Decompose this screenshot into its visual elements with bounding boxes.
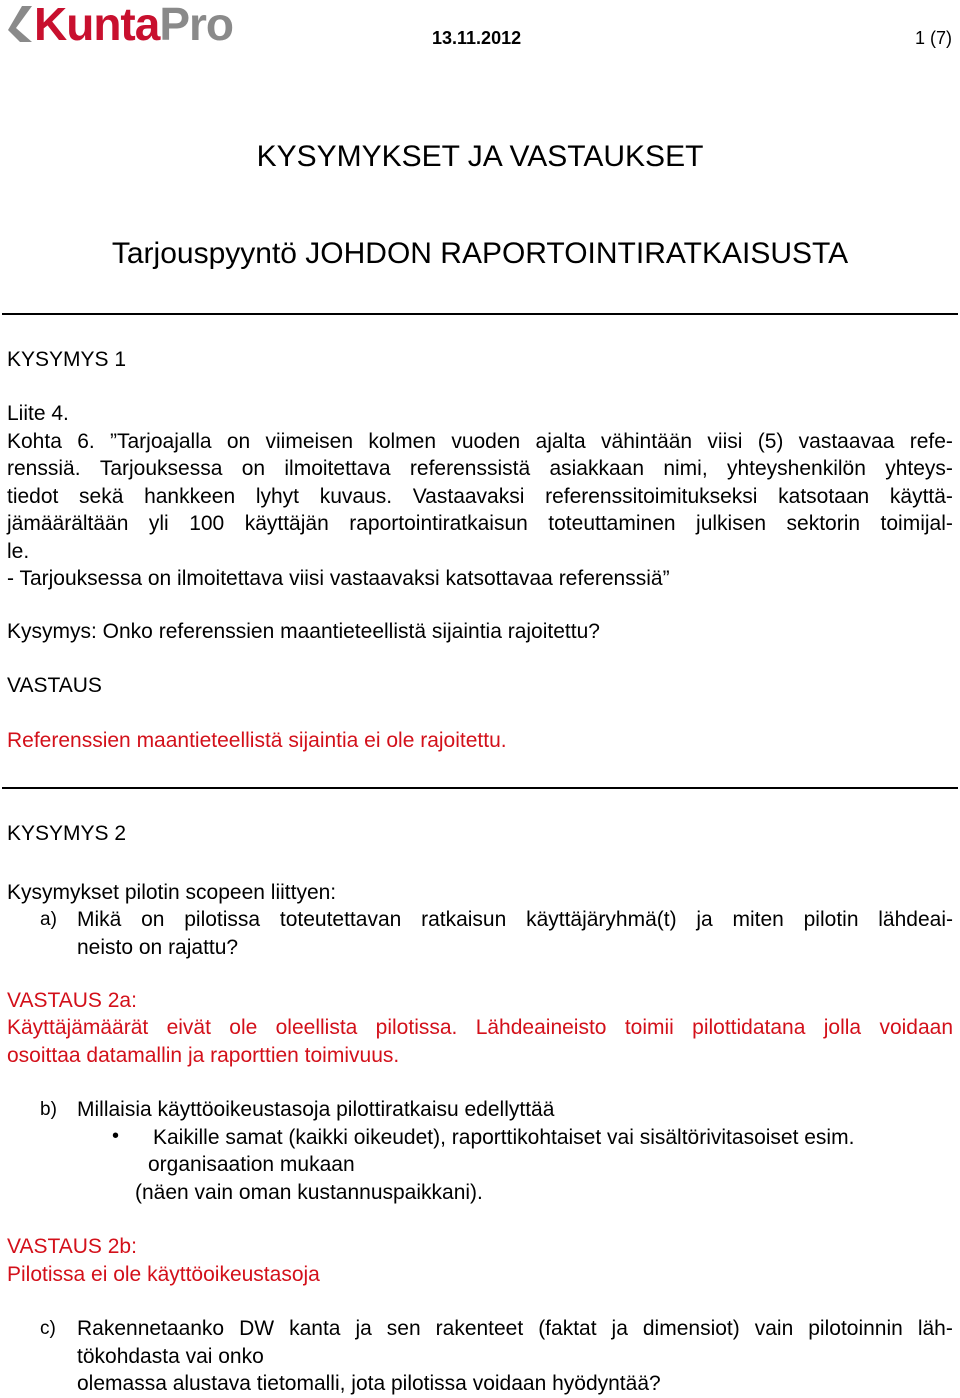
divider <box>2 313 958 315</box>
divider <box>2 787 958 789</box>
q1-line: le. <box>7 539 30 563</box>
q1-heading: KYSYMYS 1 <box>7 348 127 371</box>
q2b-text <box>77 1096 953 1124</box>
q2b-answer-heading: VASTAUS 2b: <box>7 1235 137 1258</box>
q1-question: Kysymys: Onko referenssien maantieteellistä sijaintia rajoitettu? <box>7 620 600 643</box>
kuntapro-logo <box>6 0 233 48</box>
document-title: KYSYMYKSET JA VASTAUKSET <box>256 140 704 173</box>
document-subtitle: Tarjouspyyntö JOHDON RAPORTOINTIRATKAISUSTA <box>111 237 849 270</box>
q1-body <box>7 400 953 593</box>
q2b-label: b) <box>40 1099 57 1120</box>
kuntapro-mark-icon <box>6 4 34 44</box>
q1-line: renssiä. Tarjouksessa on ilmoitettava referenssistä asiakkaan nimi, yhteyshenkilön yhteys- <box>7 457 953 480</box>
q2-heading: KYSYMYS 2 <box>7 822 127 845</box>
q2c-line: Rakennetaanko DW kanta ja sen rakenteet (faktat ja dimensiot) vain pilotoinnin läh- <box>77 1317 953 1340</box>
q1-line: - Tarjouksessa on ilmoitettava viisi vastaavaksi katsottavaa referenssiä” <box>7 567 670 590</box>
header-page-number: 1 (7) <box>914 28 952 48</box>
q2a-line: neisto on rajattu? <box>77 935 239 959</box>
q2a-text <box>77 906 953 961</box>
q2c-line: olemassa alustava tietomalli, jota pilotissa voidaan hyödyntää? <box>77 1372 661 1395</box>
q1-line: Kohta 6. ”Tarjoajalla on viimeisen kolmen vuoden ajalta vähintään viisi (5) vastaavaa refe- <box>7 429 953 453</box>
q2b-answer: Pilotissa ei ole käyttöoikeustasoja <box>7 1263 320 1286</box>
q1-answer-heading: VASTAUS <box>7 674 102 697</box>
q1-answer: Referenssien maantieteellistä sijaintia ei ole rajoitettu. <box>7 729 507 752</box>
q2a-label: a) <box>40 909 57 930</box>
header-date: 13.11.2012 <box>432 28 522 48</box>
q2a-answer <box>7 1014 953 1069</box>
q2b-bullet-line: Kaikille samat (kaikki oikeudet), raporttikohtaiset vai sisältörivitasoiset esim. <box>153 1126 855 1149</box>
q2a-answer-line: osoittaa datamallin ja raporttien toimivuus. <box>7 1043 400 1067</box>
q1-line: Liite 4. <box>7 402 69 425</box>
q2b-bullet-line: (näen vain oman kustannuspaikkani). <box>135 1181 483 1204</box>
q1-line: jämäärältään yli 100 käyttäjän raportointiratkaisun toteuttaminen julkisen sektorin toimijal- <box>7 512 953 535</box>
q2a-line: Mikä on pilotissa toteutettavan ratkaisun käyttäjäryhmä(t) ja miten pilotin lähdeai- <box>77 908 953 931</box>
q2c-text <box>77 1315 953 1398</box>
q2a-answer-line: Käyttäjämäärät eivät ole oleellista pilotissa. Lähdeaineisto toimii pilottidatana jolla voidaan <box>7 1016 953 1039</box>
q2c-line: tökohdasta vai onko <box>77 1344 264 1368</box>
q2c-label: c) <box>40 1318 56 1339</box>
q2b-line: Millaisia käyttöoikeustasoja pilottiratkaisu edellyttää <box>77 1098 555 1121</box>
q2-intro: Kysymykset pilotin scopeen liittyen: <box>7 881 337 904</box>
logo-text-kunta: Kunta <box>34 0 160 50</box>
logo-text-pro: Pro <box>159 0 234 50</box>
q2b-bullet-line: organisaation mukaan <box>148 1153 355 1176</box>
bullet-icon: • <box>112 1125 120 1147</box>
q2a-answer-heading: VASTAUS 2a: <box>7 989 137 1012</box>
q1-line: tiedot sekä hankkeen lyhyt kuvaus. Vastaavaksi referenssitoimitukseksi katsotaan käyttä- <box>7 484 953 508</box>
